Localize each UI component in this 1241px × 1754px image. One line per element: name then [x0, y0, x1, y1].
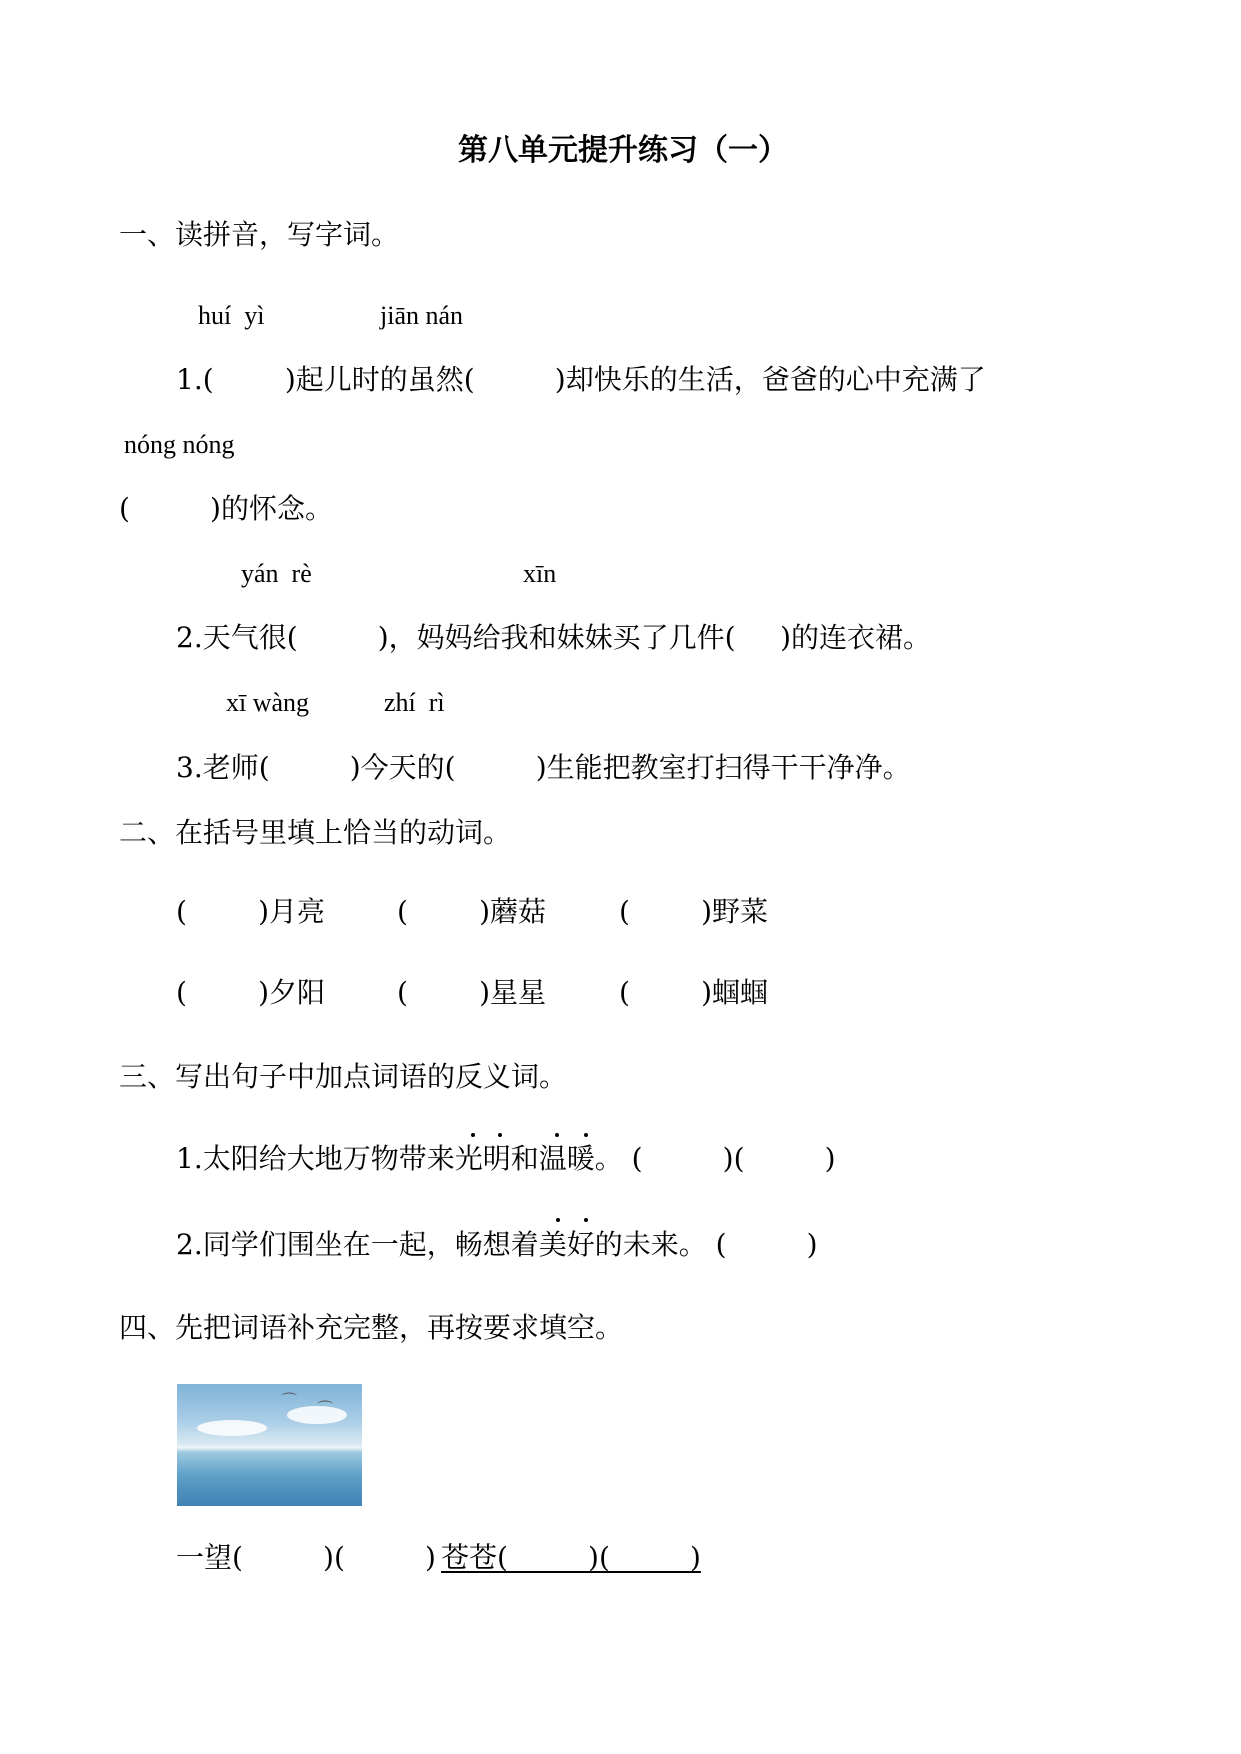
verb-item-mushroom: ( )蘑菇: [397, 895, 547, 928]
emphasis-dot: [556, 1218, 560, 1222]
bird-icon: ⌒: [281, 1391, 298, 1410]
emphasis-dot: [584, 1218, 588, 1222]
section-1-heading: 一、读拼音，写字词。: [119, 218, 400, 251]
sea-sky-image: [177, 1384, 362, 1506]
antonym-question-1: 1.太阳给大地万物带来光明和温暖。 ( )( ): [176, 1142, 836, 1175]
antonym-question-2: 2.同学们围坐在一起，畅想着美好的未来。 ( ): [176, 1228, 818, 1261]
idiom-fill-b: 苍苍( )( ): [441, 1541, 701, 1574]
emphasis-dot: [471, 1133, 475, 1137]
question-1-line-1: 1.( )起儿时的虽然( )却快乐的生活，爸爸的心中充满了: [176, 363, 986, 396]
pinyin-nongnong: nóng nóng: [124, 430, 235, 459]
emphasis-dot: [498, 1133, 502, 1137]
verb-item-katydid: ( )蝈蝈: [619, 976, 769, 1009]
page-title: 第八单元提升练习（一）: [458, 133, 788, 168]
verb-item-wild-vegetable: ( )野菜: [619, 895, 769, 928]
question-1-line-2: ( )的怀念。: [119, 492, 333, 525]
question-3-line: 3.老师( )今天的( )生能把教室打扫得干干净净。: [176, 751, 911, 784]
pinyin-huiyi: huí yì: [198, 301, 265, 330]
bird-icon: ⌒: [317, 1399, 334, 1418]
pinyin-zhiri: zhí rì: [384, 688, 445, 717]
section-3-heading: 三、写出句子中加点词语的反义词。: [119, 1060, 568, 1093]
verb-item-sunset: ( )夕阳: [176, 976, 326, 1009]
emphasis-dot: [555, 1133, 559, 1137]
verb-item-moon: ( )月亮: [176, 895, 326, 928]
pinyin-xin: xīn: [523, 559, 557, 588]
pinyin-yanre: yán rè: [241, 559, 312, 588]
verb-item-stars: ( )星星: [397, 976, 547, 1009]
pinyin-xiwang: xī wàng: [226, 688, 310, 717]
section-4-heading: 四、先把词语补充完整，再按要求填空。: [119, 1311, 624, 1344]
cloud: [197, 1420, 267, 1436]
idiom-fill-a: 一望( )( ): [176, 1541, 436, 1574]
question-2-line: 2.天气很( )，妈妈给我和妹妹买了几件( )的连衣裙。: [176, 621, 932, 654]
section-2-heading: 二、在括号里填上恰当的动词。: [119, 816, 512, 849]
emphasis-dot: [584, 1133, 588, 1137]
pinyin-jiannan: jiān nán: [380, 301, 464, 330]
